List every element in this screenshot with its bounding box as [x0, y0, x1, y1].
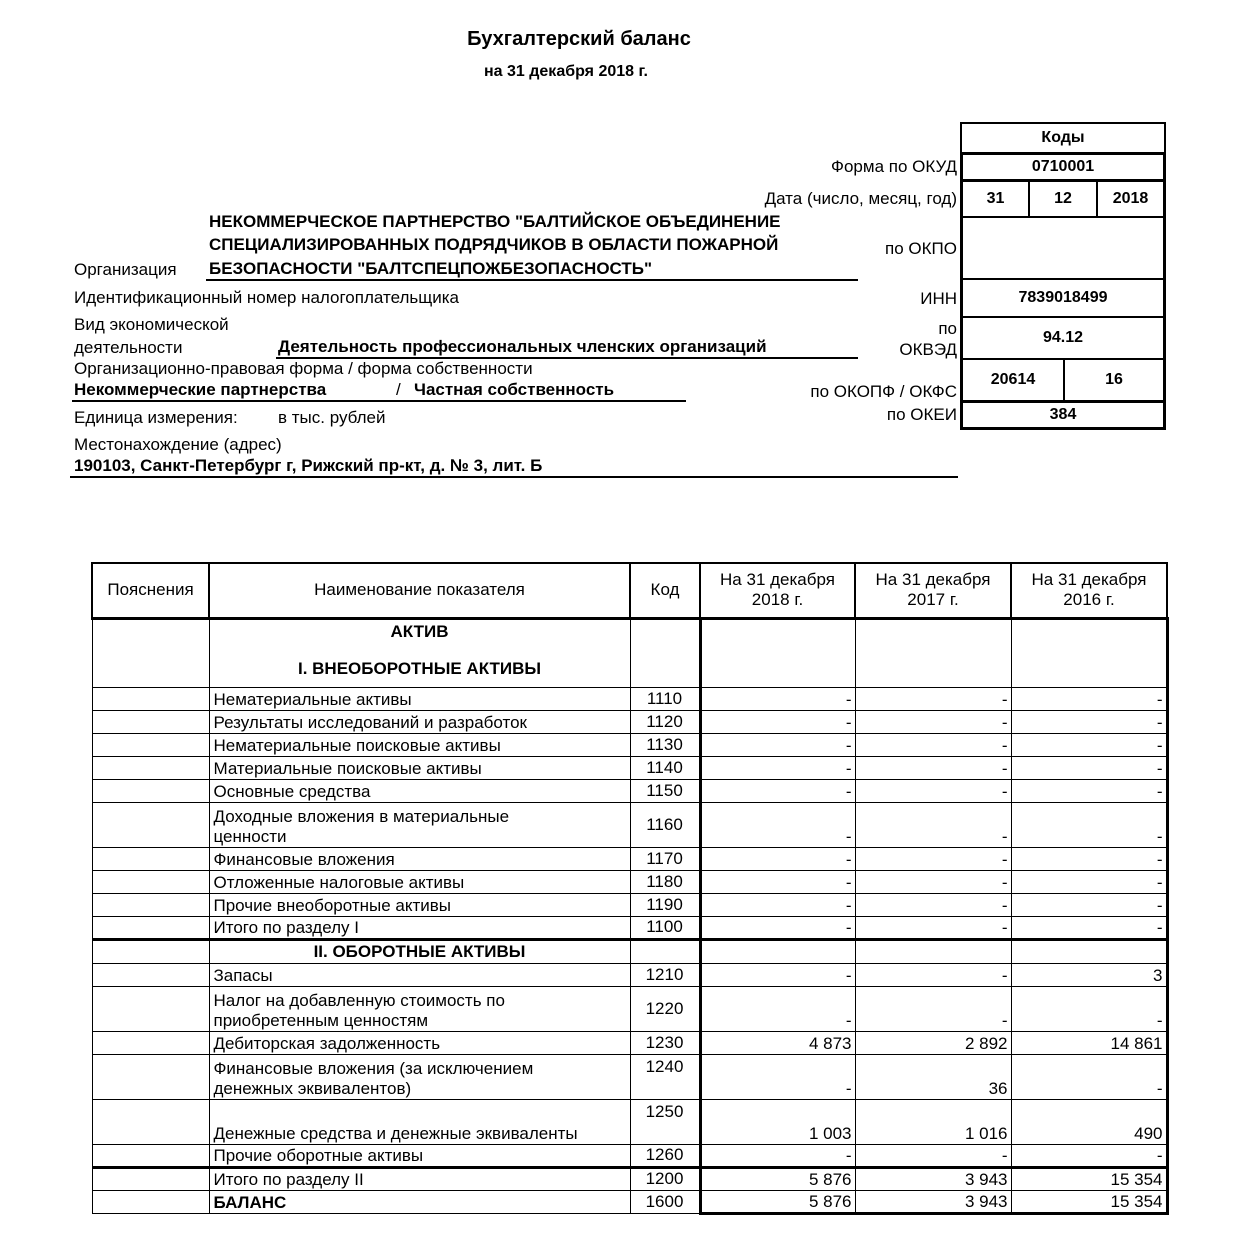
section-2-heading-row	[92, 939, 1167, 963]
notes-cell	[92, 1031, 209, 1054]
date-day-cell	[960, 180, 1030, 218]
indicator-name	[209, 802, 630, 847]
value-2018: 5 876	[700, 1167, 855, 1190]
okud-value: 0710001	[1031, 158, 1095, 175]
table-row	[92, 1099, 1167, 1144]
indicator-code: 1220	[630, 986, 700, 1031]
address-value: 190103, Санкт-Петербург г, Рижский пр-кт, д. № 3, лит. Б	[74, 456, 543, 475]
section-1-heading-row	[92, 618, 1167, 687]
value-2018: -	[700, 986, 855, 1031]
okud-label: Форма по ОКУД	[831, 157, 957, 176]
indicator-name-line-1: Финансовые вложения (за исключением	[213, 1058, 534, 1078]
okfs-value: 16	[1105, 371, 1123, 388]
value-2017: -	[855, 756, 1011, 779]
indicator-name: Итого по разделу I	[209, 916, 630, 939]
value-2017: -	[855, 916, 1011, 939]
balance-table	[91, 562, 1169, 1215]
indicator-code: 1180	[630, 870, 700, 893]
table-row	[92, 1190, 1167, 1213]
indicator-name: Основные средства	[209, 779, 630, 802]
indicator-name: БАЛАНС	[209, 1190, 630, 1213]
document-subtitle: на 31 декабря 2018 г.	[484, 63, 648, 80]
indicator-name: Дебиторская задолженность	[209, 1031, 630, 1054]
indicator-name: Денежные средства и денежные эквиваленты	[209, 1099, 630, 1144]
org-name-line-2: СПЕЦИАЛИЗИРОВАННЫХ ПОДРЯДЧИКОВ В ОБЛАСТИ ПОЖАРНОЙ	[209, 235, 779, 254]
indicator-name: Итого по разделу II	[209, 1167, 630, 1190]
indicator-code: 1100	[630, 916, 700, 939]
indicator-code: 1140	[630, 756, 700, 779]
header-name: Наименование показателя	[209, 563, 630, 618]
date-day: 31	[986, 190, 1005, 207]
indicator-name-line-2: ценности	[213, 826, 287, 846]
section-2-title: II. ОБОРОТНЫЕ АКТИВЫ	[209, 939, 630, 963]
table-row	[92, 916, 1167, 939]
value-2017: 3 943	[855, 1167, 1011, 1190]
table-row	[92, 1167, 1167, 1190]
indicator-name: Материальные поисковые активы	[209, 756, 630, 779]
value-2018: -	[700, 1054, 855, 1099]
table-row	[92, 1144, 1167, 1167]
value-2017: 2 892	[855, 1031, 1011, 1054]
notes-cell	[92, 870, 209, 893]
indicator-code: 1170	[630, 847, 700, 870]
value-2016: 3	[1011, 963, 1167, 986]
indicator-code: 1250	[630, 1099, 700, 1144]
okpo-label: по ОКПО	[885, 239, 957, 258]
address-label: Местонахождение (адрес)	[74, 435, 282, 454]
header-col-2016: На 31 декабря 2016 г.	[1011, 563, 1167, 618]
table-header-row	[92, 563, 1167, 618]
activity-value: Деятельность профессиональных членских организаций	[278, 337, 767, 356]
value-2017: -	[855, 779, 1011, 802]
value-2018: -	[700, 963, 855, 986]
indicator-code: 1130	[630, 733, 700, 756]
value-2017: -	[855, 963, 1011, 986]
okved-cell	[960, 316, 1166, 360]
indicator-name: Нематериальные поисковые активы	[209, 733, 630, 756]
activity-label-1: Вид экономической	[74, 315, 229, 334]
indicator-code: 1160	[630, 802, 700, 847]
notes-cell	[92, 1054, 209, 1099]
value-2018: -	[700, 733, 855, 756]
okopf-cell	[960, 358, 1065, 402]
value-2018: -	[700, 802, 855, 847]
value-2016: -	[1011, 1144, 1167, 1167]
value-2016: 14 861	[1011, 1031, 1167, 1054]
date-month-cell	[1028, 180, 1098, 218]
value-2017: -	[855, 870, 1011, 893]
codes-header: Коды	[1041, 129, 1085, 146]
value-2017: 1 016	[855, 1099, 1011, 1144]
indicator-code: 1200	[630, 1167, 700, 1190]
notes-cell	[92, 1167, 209, 1190]
legal-form-underline	[72, 400, 686, 402]
value-2018: 5 876	[700, 1190, 855, 1213]
okved-value: 94.12	[1042, 329, 1084, 346]
notes-cell	[92, 1099, 209, 1144]
section-1-title: I. ВНЕОБОРОТНЫЕ АКТИВЫ	[297, 658, 542, 678]
asset-heading: АКТИВ	[390, 621, 449, 641]
indicator-code: 1150	[630, 779, 700, 802]
okpo-cell	[960, 216, 1166, 280]
value-2017: -	[855, 802, 1011, 847]
notes-cell	[92, 963, 209, 986]
section-2-rows	[92, 963, 1167, 1213]
indicator-name: Прочие оборотные активы	[209, 1144, 630, 1167]
value-2016: -	[1011, 893, 1167, 916]
table-row	[92, 779, 1167, 802]
table-row	[92, 1031, 1167, 1054]
table-row	[92, 733, 1167, 756]
table-row	[92, 986, 1167, 1031]
okved-label-1: по	[938, 319, 957, 338]
value-2017: -	[855, 986, 1011, 1031]
okved-label-2: ОКВЭД	[899, 340, 957, 359]
value-2018: -	[700, 893, 855, 916]
table-row	[92, 710, 1167, 733]
table-row	[92, 687, 1167, 710]
table-row	[92, 870, 1167, 893]
date-year-cell	[1096, 180, 1166, 218]
indicator-name-line-2: приобретенным ценностям	[213, 1010, 429, 1030]
date-label: Дата (число, месяц, год)	[764, 189, 957, 208]
value-2018: -	[700, 687, 855, 710]
okei-cell	[960, 400, 1166, 430]
org-name-line-3: БЕЗОПАСНОСТИ "БАЛТСПЕЦПОЖБЕЗОПАСНОСТЬ"	[209, 259, 653, 278]
notes-cell	[92, 1190, 209, 1213]
ownership-value: Частная собственность	[414, 380, 615, 399]
legal-form-value: Некоммерческие партнерства	[74, 380, 327, 399]
value-2017: -	[855, 687, 1011, 710]
value-2016: -	[1011, 756, 1167, 779]
indicator-name: Результаты исследований и разработок	[209, 710, 630, 733]
codes-header-cell	[960, 122, 1166, 154]
section-1-rows	[92, 687, 1167, 939]
activity-label-2: деятельности	[74, 338, 183, 357]
unit-label: Единица измерения:	[74, 408, 238, 427]
value-2017: -	[855, 710, 1011, 733]
date-month: 12	[1054, 190, 1072, 207]
value-2017: -	[855, 893, 1011, 916]
value-2018: -	[700, 756, 855, 779]
value-2016: 15 354	[1011, 1167, 1167, 1190]
value-2016: -	[1011, 1054, 1167, 1099]
legal-form-label: Организационно-правовая форма / форма собственности	[74, 359, 533, 378]
value-2016: 490	[1011, 1099, 1167, 1144]
address-underline	[70, 476, 958, 478]
header-code: Код	[630, 563, 700, 618]
table-row	[92, 963, 1167, 986]
indicator-name: Финансовые вложения	[209, 847, 630, 870]
notes-cell	[92, 779, 209, 802]
value-2018: 4 873	[700, 1031, 855, 1054]
value-2017: -	[855, 1144, 1011, 1167]
value-2017: 3 943	[855, 1190, 1011, 1213]
indicator-code: 1260	[630, 1144, 700, 1167]
value-2016: -	[1011, 916, 1167, 939]
indicator-code: 1190	[630, 893, 700, 916]
indicator-name-line-1: Доходные вложения в материальные	[213, 806, 510, 826]
indicator-name	[209, 1054, 630, 1099]
value-2016: -	[1011, 870, 1167, 893]
okfs-cell	[1063, 358, 1166, 402]
notes-cell	[92, 916, 209, 939]
inn-label: Идентификационный номер налогоплательщика	[74, 288, 459, 307]
indicator-name: Запасы	[209, 963, 630, 986]
date-year: 2018	[1112, 190, 1149, 207]
indicator-name	[209, 986, 630, 1031]
header-col-2017: На 31 декабря 2017 г.	[855, 563, 1011, 618]
table-row	[92, 756, 1167, 779]
value-2018: 1 003	[700, 1099, 855, 1144]
value-2016: -	[1011, 687, 1167, 710]
inn-cell	[960, 278, 1166, 318]
indicator-code: 1120	[630, 710, 700, 733]
org-label: Организация	[74, 260, 177, 279]
value-2018: -	[700, 710, 855, 733]
org-underline	[206, 279, 858, 281]
indicator-name: Прочие внеоборотные активы	[209, 893, 630, 916]
value-2017: -	[855, 733, 1011, 756]
indicator-name: Отложенные налоговые активы	[209, 870, 630, 893]
value-2017: 36	[855, 1054, 1011, 1099]
value-2016: -	[1011, 710, 1167, 733]
indicator-code: 1230	[630, 1031, 700, 1054]
table-row	[92, 893, 1167, 916]
notes-cell	[92, 847, 209, 870]
indicator-code: 1110	[630, 687, 700, 710]
legal-form-separator: /	[396, 380, 401, 399]
value-2016: -	[1011, 733, 1167, 756]
org-name-line-1: НЕКОММЕРЧЕСКОЕ ПАРТНЕРСТВО "БАЛТИЙСКОЕ ОБЪЕДИНЕНИЕ	[209, 212, 781, 231]
indicator-name: Нематериальные активы	[209, 687, 630, 710]
notes-cell	[92, 733, 209, 756]
value-2018: -	[700, 1144, 855, 1167]
notes-cell	[92, 756, 209, 779]
table-row	[92, 847, 1167, 870]
value-2016: 15 354	[1011, 1190, 1167, 1213]
okopf-value: 20614	[990, 371, 1036, 388]
table-row	[92, 802, 1167, 847]
notes-cell	[92, 893, 209, 916]
indicator-name-line-1: Налог на добавленную стоимость по	[213, 990, 505, 1010]
value-2016: -	[1011, 779, 1167, 802]
inn-value: 7839018499	[1018, 289, 1108, 306]
notes-cell	[92, 986, 209, 1031]
value-2018: -	[700, 847, 855, 870]
unit-value: в тыс. рублей	[278, 408, 386, 427]
value-2018: -	[700, 916, 855, 939]
indicator-code: 1600	[630, 1190, 700, 1213]
okopf-label: по ОКОПФ / ОКФС	[810, 382, 957, 401]
indicator-code: 1210	[630, 963, 700, 986]
indicator-name-line-2: денежных эквивалентов)	[213, 1078, 412, 1098]
table-row	[92, 1054, 1167, 1099]
okei-label: по ОКЕИ	[886, 405, 957, 424]
document-title: Бухгалтерский баланс	[467, 28, 691, 50]
value-2016: -	[1011, 986, 1167, 1031]
okei-value: 384	[1049, 406, 1077, 423]
notes-cell	[92, 802, 209, 847]
value-2017: -	[855, 847, 1011, 870]
notes-cell	[92, 1144, 209, 1167]
value-2016: -	[1011, 802, 1167, 847]
notes-cell	[92, 710, 209, 733]
indicator-code: 1240	[630, 1054, 700, 1099]
value-2018: -	[700, 779, 855, 802]
notes-cell	[92, 687, 209, 710]
okud-cell	[960, 152, 1166, 182]
value-2016: -	[1011, 847, 1167, 870]
inn-code-label: ИНН	[920, 289, 957, 308]
header-col-2018: На 31 декабря 2018 г.	[700, 563, 855, 618]
value-2018: -	[700, 870, 855, 893]
header-notes: Пояснения	[92, 563, 209, 618]
